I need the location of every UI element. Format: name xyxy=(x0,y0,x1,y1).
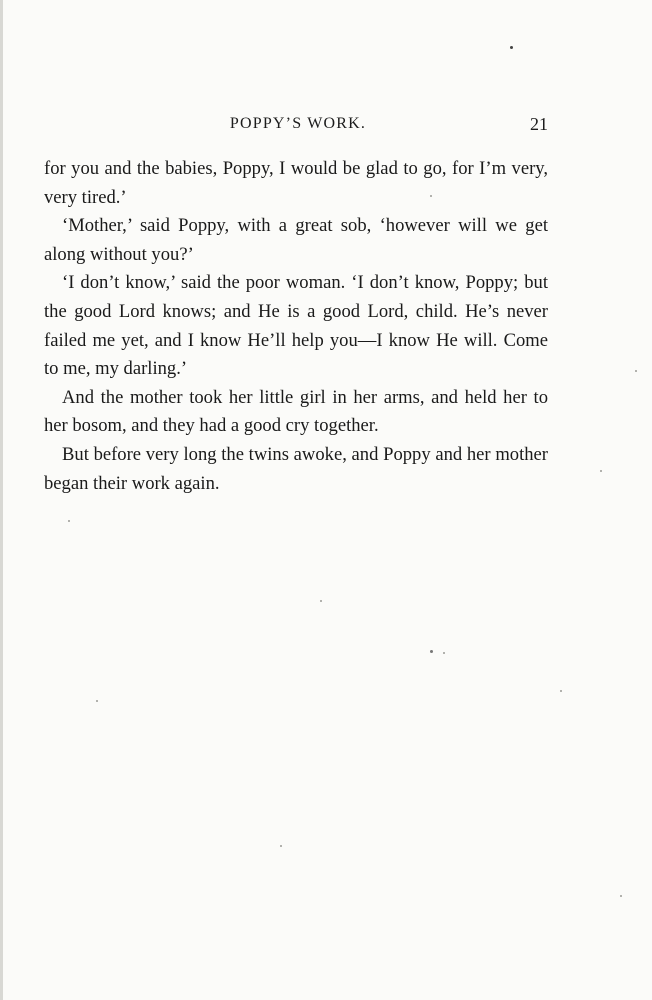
scan-speck xyxy=(620,895,622,897)
body-text xyxy=(44,155,548,498)
running-head: POPPY’S WORK. xyxy=(229,115,367,132)
scan-speck xyxy=(430,650,433,653)
scan-speck xyxy=(68,520,70,522)
scan-speck xyxy=(560,690,562,692)
scan-speck xyxy=(600,470,602,472)
scan-speck xyxy=(443,652,445,654)
scan-speck xyxy=(96,700,98,702)
paragraph: But before very long the twins awoke, and Poppy and her mother began their work again. xyxy=(44,443,548,494)
scan-speck xyxy=(320,600,322,602)
paragraph: And the mother took her little girl in her arms, and held her to her bosom, and they had a good cry together. xyxy=(44,386,548,437)
scan-speck xyxy=(510,46,513,49)
scan-speck xyxy=(280,845,282,847)
paragraph: ‘Mother,’ said Poppy, with a great sob, ‘however will we get along without you?’ xyxy=(44,215,548,265)
scan-speck xyxy=(430,195,432,197)
paragraph: ‘I don’t know,’ said the poor woman. ‘I don’t know, Poppy; but the good Lord knows; and He is a good Lord, child. He’s never failed me yet, and I know He’ll help you—I know He will. Come to me, my darling.’ xyxy=(44,272,548,380)
page-number: 21 xyxy=(530,114,548,134)
page-edge-shadow xyxy=(0,0,3,1000)
paragraph-continuation: for you and the babies, Poppy, I would be glad to go, for I’m very, very tired.’ xyxy=(44,158,548,208)
scan-speck xyxy=(635,370,637,372)
page-header xyxy=(44,115,552,141)
